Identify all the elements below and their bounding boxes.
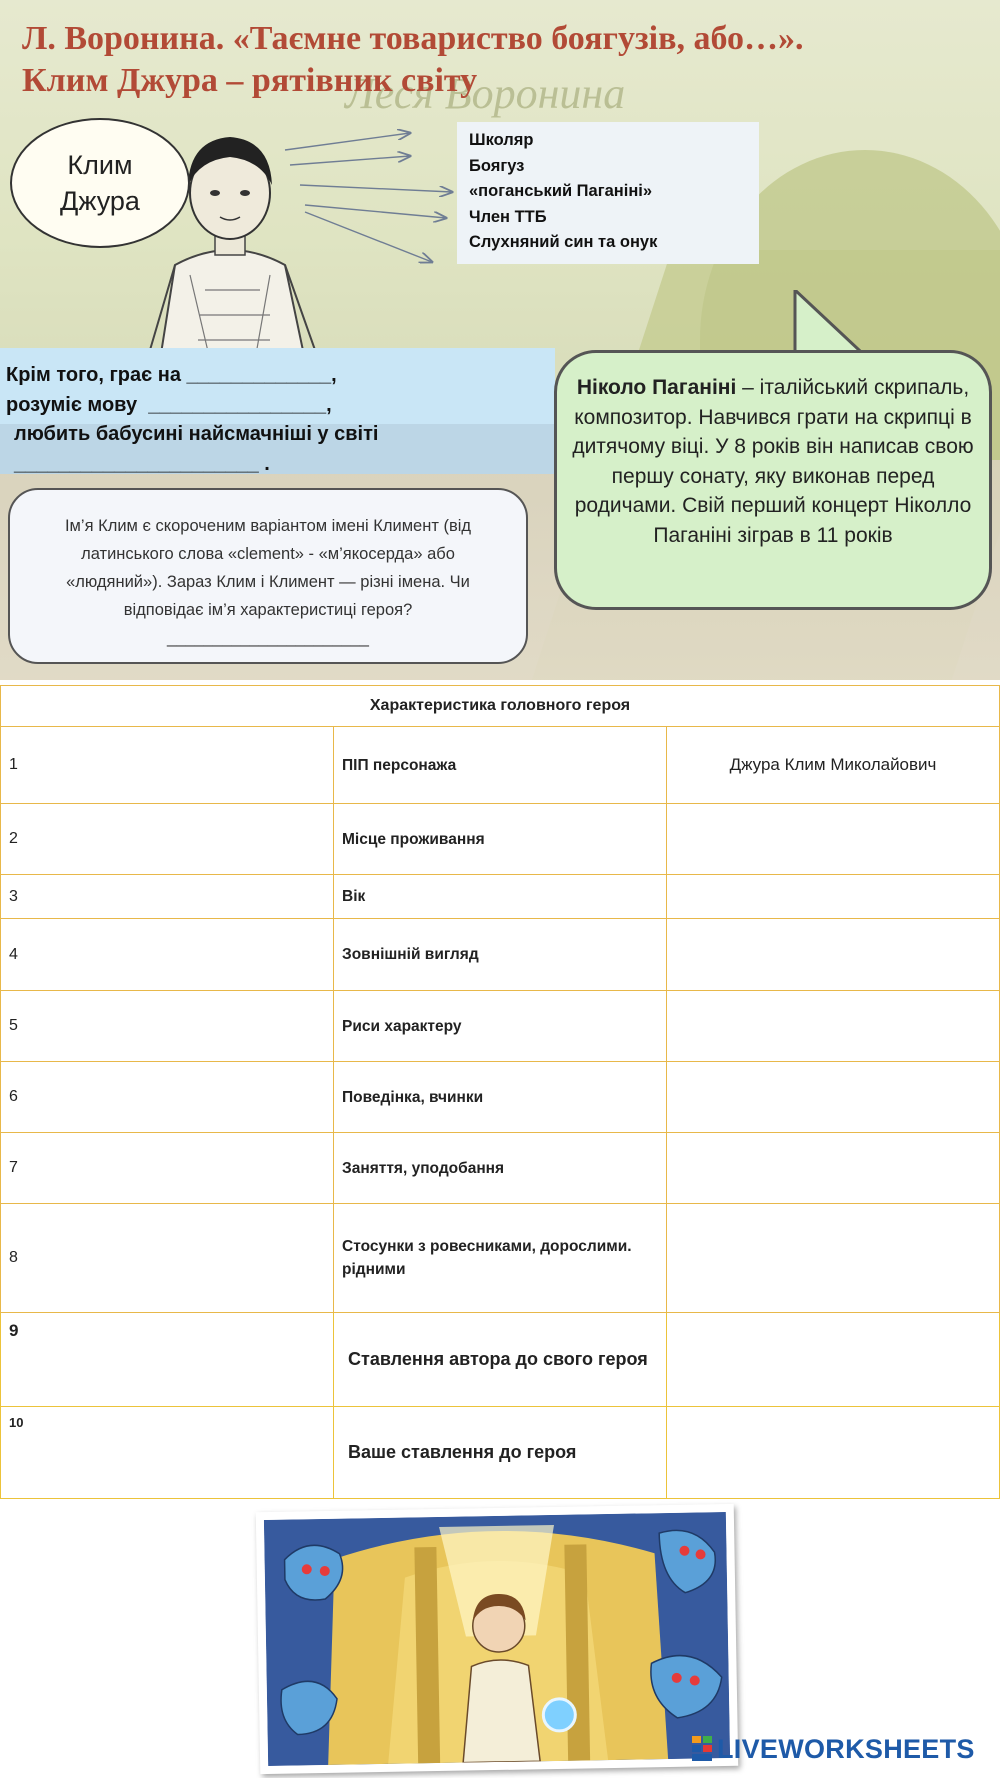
row-number: 8: [1, 1204, 334, 1313]
table-row: [1, 727, 1000, 804]
row-number: 9: [1, 1313, 334, 1407]
trait-item: Слухняний син та онук: [469, 233, 658, 251]
book-cover-author: Леся Воронина: [345, 69, 626, 118]
trait-item: «поганський Паганіні»: [469, 182, 653, 200]
row-answer-field[interactable]: [667, 1133, 1000, 1204]
liveworksheets-watermark: LIVEWORKSHEETS: [717, 1734, 975, 1764]
paganini-name: Ніколо Паганіні: [576, 376, 737, 399]
row-answer-field[interactable]: [667, 1407, 1000, 1499]
row-answer-field[interactable]: Джура Клим Миколайович: [667, 727, 1000, 804]
table-row: [1, 919, 1000, 991]
row-label: Ставлення автора до свого героя: [334, 1313, 667, 1407]
row-label: Поведінка, вчинки: [334, 1062, 667, 1133]
row-number: 1: [1, 727, 334, 804]
row-label: Стосунки з ровесниками, дорослими. рідними: [334, 1204, 667, 1313]
table-row: [1, 991, 1000, 1062]
trait-item: Член ТТБ: [469, 207, 547, 226]
liveworksheets-logo-icon: [692, 1736, 714, 1762]
row-label: Ваше ставлення до героя: [334, 1407, 667, 1499]
row-answer-field[interactable]: [667, 1313, 1000, 1407]
name-meaning-bubble: [8, 488, 528, 664]
row-answer-field[interactable]: [667, 919, 1000, 991]
name-meaning-text[interactable]: Ім’я Клим є скороченим варіантом імені Климент (від латинського слова «clement» - «м’якосерда» або «людяний»). Зараз Клим і Климент — різні імена. Чи відповідає ім’я характеристиці героя? ______________________: [64, 517, 472, 647]
row-answer-field[interactable]: [667, 1204, 1000, 1313]
table-row: [1, 875, 1000, 919]
fill-in-line-language[interactable]: розуміє мову ________________,: [6, 394, 332, 416]
row-label: Зовнішній вигляд: [334, 919, 667, 991]
table-row: [1, 1407, 1000, 1499]
row-number: 5: [1, 991, 334, 1062]
paganini-text: – італійський скрипаль, композитор. Навчився грати на скрипці в дитячому віці. У 8 років він написав свою першу сонату, яку виконав перед родичами. Свій перший концерт Ніколло Паганіні зіграв в 11 років: [572, 376, 974, 547]
table-row: [1, 804, 1000, 875]
row-label: Заняття, уподобання: [334, 1133, 667, 1204]
row-label: Вік: [334, 875, 667, 919]
row-label: ПІП персонажа: [334, 727, 667, 804]
row-number: 4: [1, 919, 334, 991]
row-number: 6: [1, 1062, 334, 1133]
row-number: 7: [1, 1133, 334, 1204]
illustration-art: [264, 1512, 730, 1766]
trait-item: Школяр: [469, 131, 534, 149]
fill-in-line-instrument[interactable]: Крім того, грає на _____________,: [6, 364, 337, 386]
trait-item: Боягуз: [469, 156, 525, 175]
row-label: Місце проживання: [334, 804, 667, 875]
row-answer-field[interactable]: [667, 875, 1000, 919]
character-table: [0, 685, 1000, 1499]
row-answer-field[interactable]: [667, 991, 1000, 1062]
table-title: Характеристика головного героя: [1, 686, 1000, 727]
paganini-info-bubble: [554, 350, 992, 610]
row-answer-field[interactable]: [667, 804, 1000, 875]
row-number: 2: [1, 804, 334, 875]
table-row: [1, 1133, 1000, 1204]
traits-list: [457, 122, 759, 264]
character-name: Клим Джура: [60, 150, 140, 216]
row-label: Риси характеру: [334, 991, 667, 1062]
page-title-line1: Л. Воронина. «Таємне товариство боягузів, або…».: [22, 20, 804, 57]
row-number: 3: [1, 875, 334, 919]
row-answer-field[interactable]: [667, 1062, 1000, 1133]
page-title-line2: Клим Джура – рятівник світу: [22, 62, 478, 99]
table-row: [1, 1062, 1000, 1133]
fill-in-line-food[interactable]: ______________________ .: [14, 453, 270, 475]
table-row: [1, 1204, 1000, 1313]
character-name-bubble: [10, 118, 190, 248]
row-number: 10: [1, 1407, 334, 1499]
fill-in-line-food-text: любить бабусині найсмачніші у світі: [14, 423, 379, 445]
table-row: [1, 1313, 1000, 1407]
book-illustration: [256, 1504, 738, 1774]
